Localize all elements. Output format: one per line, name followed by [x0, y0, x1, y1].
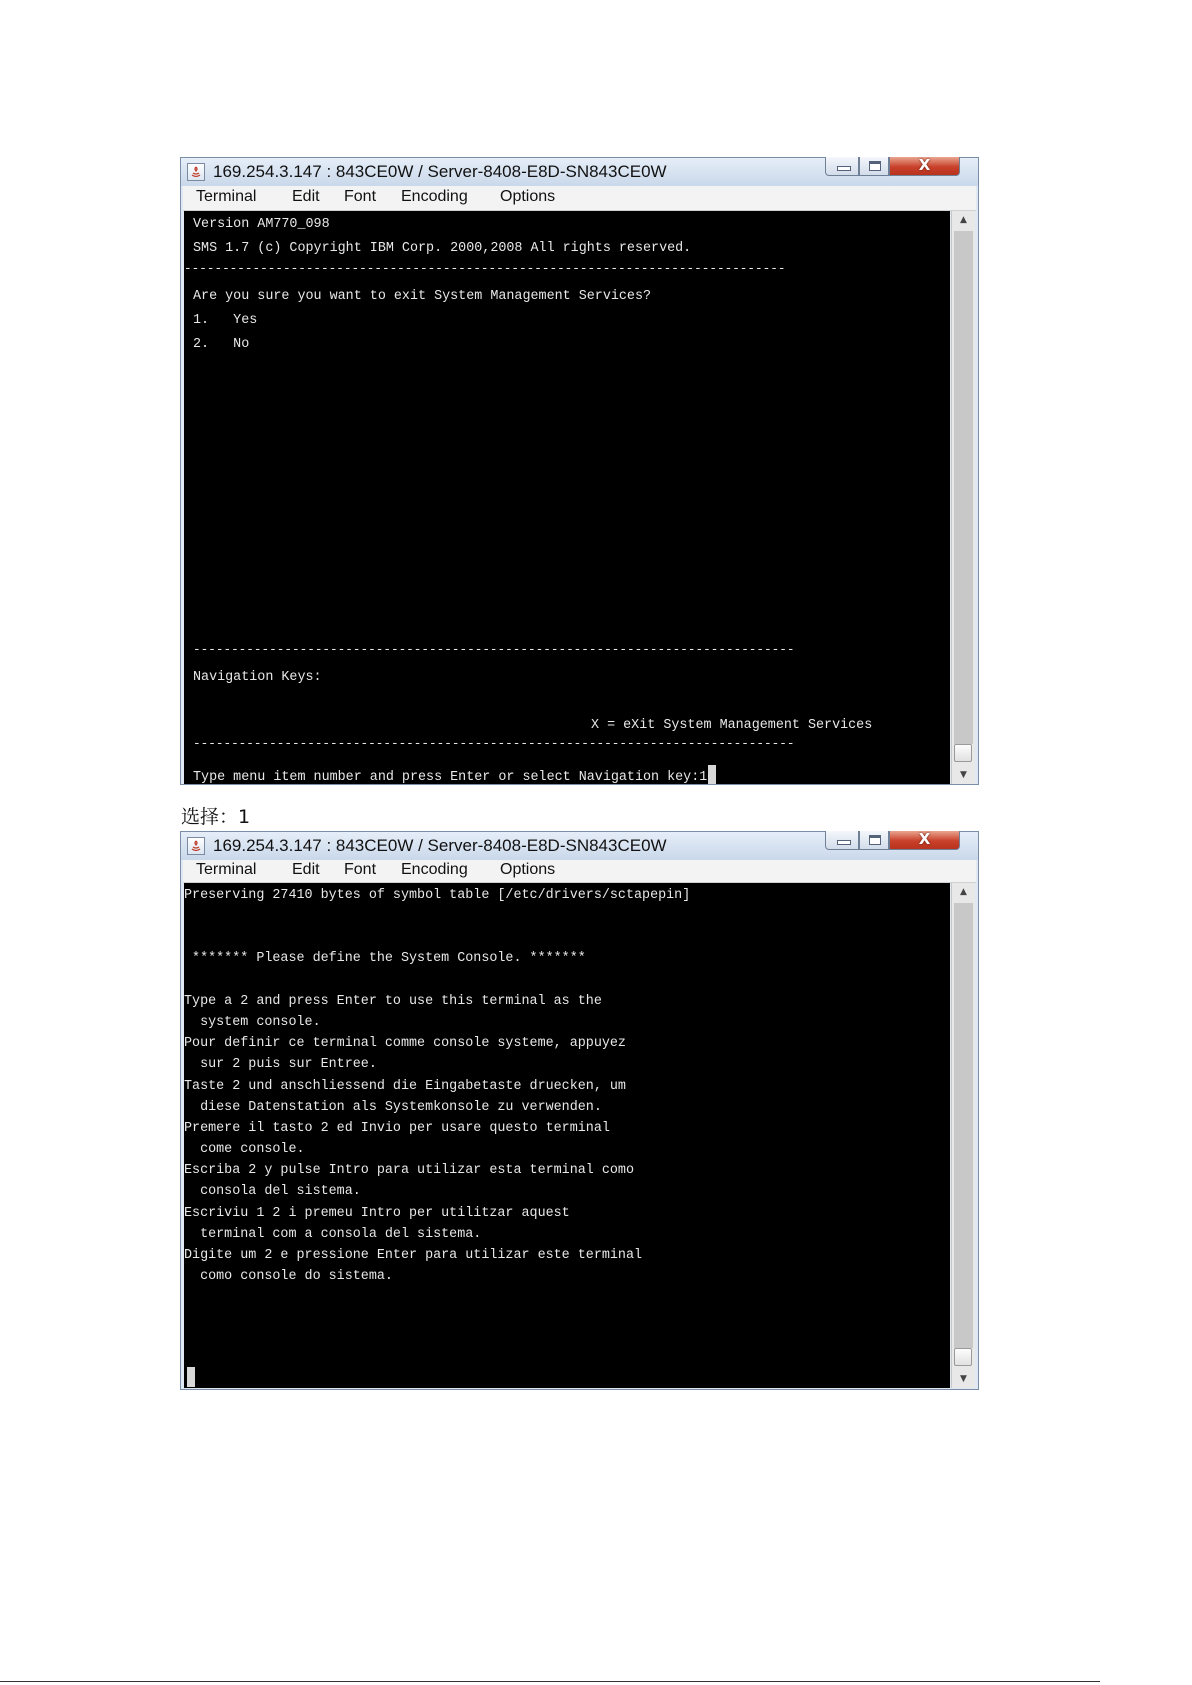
menu-edit[interactable]: Edit — [292, 188, 320, 205]
separator-line: ------------------------------------------------------------------------------- — [193, 642, 795, 657]
maximize-button[interactable] — [859, 157, 889, 176]
terminal-line: Premere il tasto 2 ed Invio per usare questo terminal — [184, 1121, 610, 1136]
separator-line: ------------------------------------------------------------------------------- — [193, 736, 795, 751]
caption-text: 选择：1 — [181, 806, 251, 828]
java-app-icon — [187, 837, 205, 855]
terminal-line: terminal com a consola del sistema. — [184, 1227, 482, 1242]
terminal-line: Pour definir ce terminal comme console systeme, appuyez — [184, 1036, 626, 1051]
separator-line: ------------------------------------------------------------------------------- — [184, 261, 786, 276]
menu-options[interactable]: Options — [500, 861, 556, 878]
command-prompt[interactable] — [193, 765, 716, 784]
page-footer-rule — [0, 1681, 1100, 1682]
terminal-line: come console. — [184, 1142, 305, 1157]
terminal-line: Escriviu 1 2 i premeu Intro per utilitzar aquest — [184, 1206, 570, 1221]
vertical-scrollbar[interactable] — [951, 211, 975, 784]
minimize-icon — [837, 166, 851, 171]
terminal-line: Taste 2 und anschliessend die Eingabetaste druecken, um — [184, 1079, 626, 1094]
scroll-up-arrow-icon[interactable]: ▲ — [960, 887, 967, 897]
exit-key-hint: X = eXit System Management Services — [591, 718, 873, 733]
menu-bar — [183, 860, 976, 883]
terminal-line: Type a 2 and press Enter to use this terminal as the — [184, 994, 602, 1009]
terminal-line: sur 2 puis sur Entree. — [184, 1057, 377, 1072]
menu-option-no: 2. No — [193, 337, 250, 352]
terminal-line: diese Datenstation als Systemkonsole zu verwenden. — [184, 1100, 602, 1115]
menu-edit[interactable]: Edit — [292, 861, 320, 878]
scroll-track[interactable] — [954, 903, 973, 1348]
title-bar[interactable] — [181, 832, 978, 860]
maximize-icon — [869, 161, 881, 171]
maximize-button[interactable] — [859, 831, 889, 850]
navigation-keys-label: Navigation Keys: — [193, 670, 322, 685]
menu-font[interactable]: Font — [344, 861, 377, 878]
terminal-line: Preserving 27410 bytes of symbol table [/etc/drivers/sctapepin] — [184, 888, 691, 903]
menu-encoding[interactable]: Encoding — [401, 861, 468, 878]
terminal-line: Version AM770_098 — [193, 217, 330, 232]
menu-option-yes: 1. Yes — [193, 313, 258, 328]
window-title: 169.254.3.147 : 843CE0W / Server-8408-E8D-SN843CE0W — [213, 162, 667, 181]
close-button[interactable] — [889, 157, 960, 176]
terminal-line: SMS 1.7 (c) Copyright IBM Corp. 2000,2008 All rights reserved. — [193, 241, 692, 256]
close-icon: X — [918, 156, 931, 174]
scroll-down-arrow-icon[interactable]: ▼ — [960, 770, 967, 780]
terminal-line: Escriba 2 y pulse Intro para utilizar esta terminal como — [184, 1163, 634, 1178]
menu-terminal[interactable]: Terminal — [196, 188, 257, 205]
scroll-down-arrow-icon[interactable]: ▼ — [960, 1374, 967, 1384]
minimize-icon — [837, 840, 851, 845]
text-cursor — [708, 765, 716, 784]
terminal-window-2 — [180, 831, 979, 1390]
terminal-line: consola del sistema. — [184, 1184, 361, 1199]
window-title: 169.254.3.147 : 843CE0W / Server-8408-E8D-SN843CE0W — [213, 836, 667, 855]
terminal-window-1 — [180, 157, 979, 785]
scroll-thumb[interactable] — [954, 744, 972, 762]
close-icon: X — [918, 830, 931, 848]
minimize-button[interactable] — [825, 157, 859, 176]
menu-options[interactable]: Options — [500, 188, 556, 205]
terminal-line: system console. — [184, 1015, 321, 1030]
scroll-thumb[interactable] — [954, 1348, 972, 1366]
menu-terminal[interactable]: Terminal — [196, 861, 257, 878]
title-bar[interactable] — [181, 158, 978, 186]
text-cursor — [187, 1367, 195, 1387]
menu-font[interactable]: Font — [344, 188, 377, 205]
close-button[interactable] — [889, 831, 960, 850]
terminal-line: Are you sure you want to exit System Management Services? — [193, 289, 652, 304]
minimize-button[interactable] — [825, 831, 859, 850]
terminal-screen[interactable] — [184, 883, 950, 1388]
prompt-text: Type menu item number and press Enter or select Navigation key:1 — [193, 770, 708, 784]
maximize-icon — [869, 835, 881, 845]
console-heading: ******* Please define the System Console. ******* — [184, 951, 586, 966]
terminal-line: Digite um 2 e pressione Enter para utilizar este terminal — [184, 1248, 643, 1263]
terminal-line: como console do sistema. — [184, 1269, 393, 1284]
java-app-icon — [187, 163, 205, 181]
scroll-track[interactable] — [954, 231, 973, 744]
menu-encoding[interactable]: Encoding — [401, 188, 468, 205]
scroll-up-arrow-icon[interactable]: ▲ — [960, 215, 967, 225]
terminal-screen[interactable] — [184, 211, 950, 784]
vertical-scrollbar[interactable] — [951, 883, 975, 1388]
menu-bar — [183, 186, 976, 211]
